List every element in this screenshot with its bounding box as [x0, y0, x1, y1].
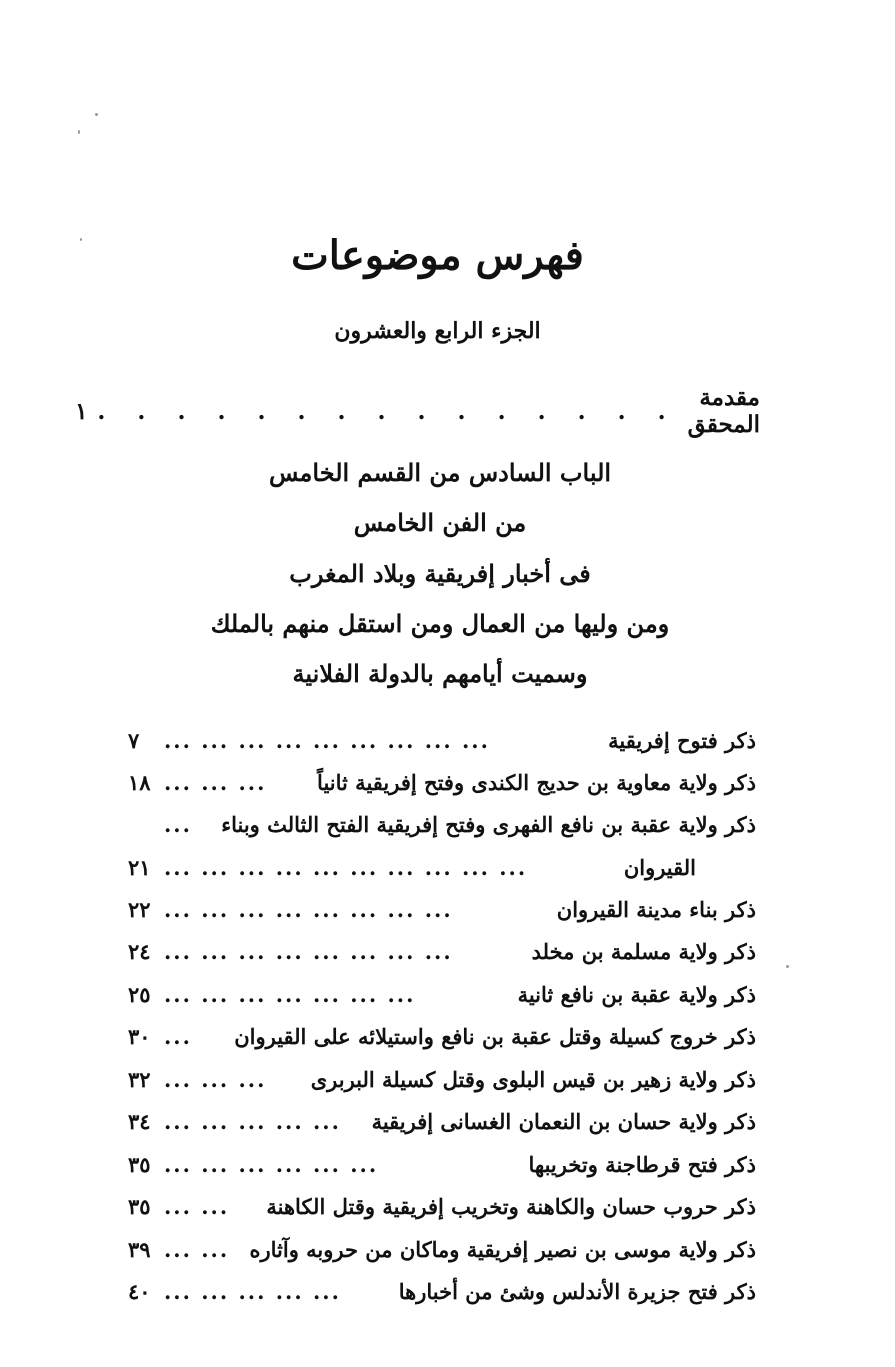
dot-leader: ... ... ... ... ... [164, 1108, 341, 1134]
toc-entry[interactable] [128, 1188, 756, 1224]
toc-entry-text: ذكر ولاية موسى بن نصير إفريقية وماكان من حروبه وآثاره [249, 1236, 756, 1262]
dot-leader: ... ... ... ... ... ... ... ... ... ... [164, 854, 528, 880]
section-heading-line: فى أخبار إفريقية وبلاد المغرب [289, 559, 591, 588]
toc-entry-text: ذكر ولاية معاوية بن حديج الكندى وفتح إفريقية ثانياً [317, 769, 756, 795]
dot-leader: ... ... ... ... ... ... ... ... ... [164, 727, 490, 753]
toc-entry-text: ذكر فتوح إفريقية [608, 727, 756, 753]
toc-entry[interactable] [128, 1018, 756, 1054]
toc-page-number: ٣٩ [128, 1236, 151, 1262]
toc-page-number: ٣٥ [128, 1151, 151, 1177]
toc-page-number: ٤٠ [128, 1278, 151, 1304]
toc-page-number: ٢٥ [128, 981, 151, 1007]
toc-entry-text: ذكر ولاية زهير بن قيس البلوى وقتل كسيلة البربرى [310, 1066, 756, 1092]
toc-page-number: ٣٢ [128, 1066, 151, 1092]
toc-entry-text: ذكر خروج كسيلة وقتل عقبة بن نافع واستيلائه على القيروان [234, 1023, 756, 1049]
toc-entry-text: ذكر بناء مدينة القيروان [556, 896, 756, 922]
toc-entry-text: ذكر ولاية حسان بن النعمان الغسانى إفريقية [371, 1108, 756, 1134]
toc-entry[interactable] [128, 1103, 756, 1139]
toc-page-number: ٧ [128, 727, 140, 753]
toc-entry[interactable] [128, 1273, 756, 1309]
toc-page-number: ٣٠ [128, 1023, 151, 1049]
toc-page-number: ٢١ [128, 854, 151, 880]
toc-entry[interactable] [128, 722, 756, 758]
toc-page-number: ١ [75, 397, 88, 425]
toc-entry-text: ذكر حروب حسان والكاهنة وتخريب إفريقية وقتل الكاهنة [266, 1193, 756, 1219]
dot-leader: ... ... ... ... ... [164, 1278, 341, 1304]
dot-leader: ... ... [164, 1193, 230, 1219]
dot-leader: ... ... ... ... ... ... ... ... [164, 938, 453, 964]
dot-leader: ... ... ... ... ... ... ... ... [164, 896, 453, 922]
toc-entry[interactable] [128, 764, 756, 800]
toc-entry[interactable] [128, 976, 756, 1012]
section-heading-line: ومن وليها من العمال ومن استقل منهم بالملك [210, 609, 670, 638]
toc-entry[interactable] [128, 891, 756, 927]
dot-leader: ... ... ... [164, 1066, 267, 1092]
toc-entry[interactable] [128, 933, 756, 969]
section-heading-line: من الفن الخامس [353, 508, 527, 537]
toc-entry-intro[interactable] [75, 384, 760, 438]
toc-entry-text: ذكر ولاية عقبة بن نافع الفهرى وفتح إفريقية الفتح الثالث وبناء [221, 811, 756, 837]
dot-leader: ... [164, 811, 192, 837]
section-heading-line: وسميت أيامهم بالدولة الفلانية [292, 659, 588, 688]
scan-speck [786, 965, 789, 968]
toc-page-number: ٣٤ [128, 1108, 151, 1134]
toc-entry-text: ذكر فتح جزيرة الأندلس وشئ من أخبارها [398, 1278, 756, 1304]
toc-entry-text: ذكر فتح قرطاجنة وتخريبها [528, 1151, 756, 1177]
dot-leader: ... [164, 1023, 192, 1049]
toc-page-number: ٣٥ [128, 1193, 151, 1219]
toc-entry-text: ذكر ولاية مسلمة بن مخلد [531, 938, 756, 964]
dot-leader: . . . . . . . . . . . . . . . [97, 397, 678, 425]
scan-speck [78, 130, 80, 134]
toc-entry-text: ذكر ولاية عقبة بن نافع ثانية [517, 981, 756, 1007]
toc-page-number: ١٨ [128, 769, 151, 795]
toc-entry-text: القيروان [623, 854, 696, 880]
dot-leader: ... ... ... ... ... ... ... [164, 981, 416, 1007]
page-title: فهرس موضوعات [291, 232, 584, 279]
toc-page-number: ٢٤ [128, 938, 151, 964]
toc-entry[interactable] [128, 1146, 756, 1182]
dot-leader: ... ... [164, 1236, 230, 1262]
toc-entry-label: مقدمة المحقق [687, 384, 760, 438]
toc-entry[interactable] [128, 1231, 756, 1267]
toc-entry[interactable] [128, 1061, 756, 1097]
toc-page-number: ٢٢ [128, 896, 151, 922]
dot-leader: ... ... ... ... ... ... [164, 1151, 379, 1177]
scan-speck [95, 113, 98, 116]
toc-entry-continuation[interactable] [128, 849, 756, 885]
volume-subtitle: الجزء الرابع والعشرون [334, 318, 541, 344]
toc-entry[interactable] [128, 806, 756, 842]
dot-leader: ... ... ... [164, 769, 267, 795]
section-heading-line: الباب السادس من القسم الخامس [268, 458, 612, 487]
